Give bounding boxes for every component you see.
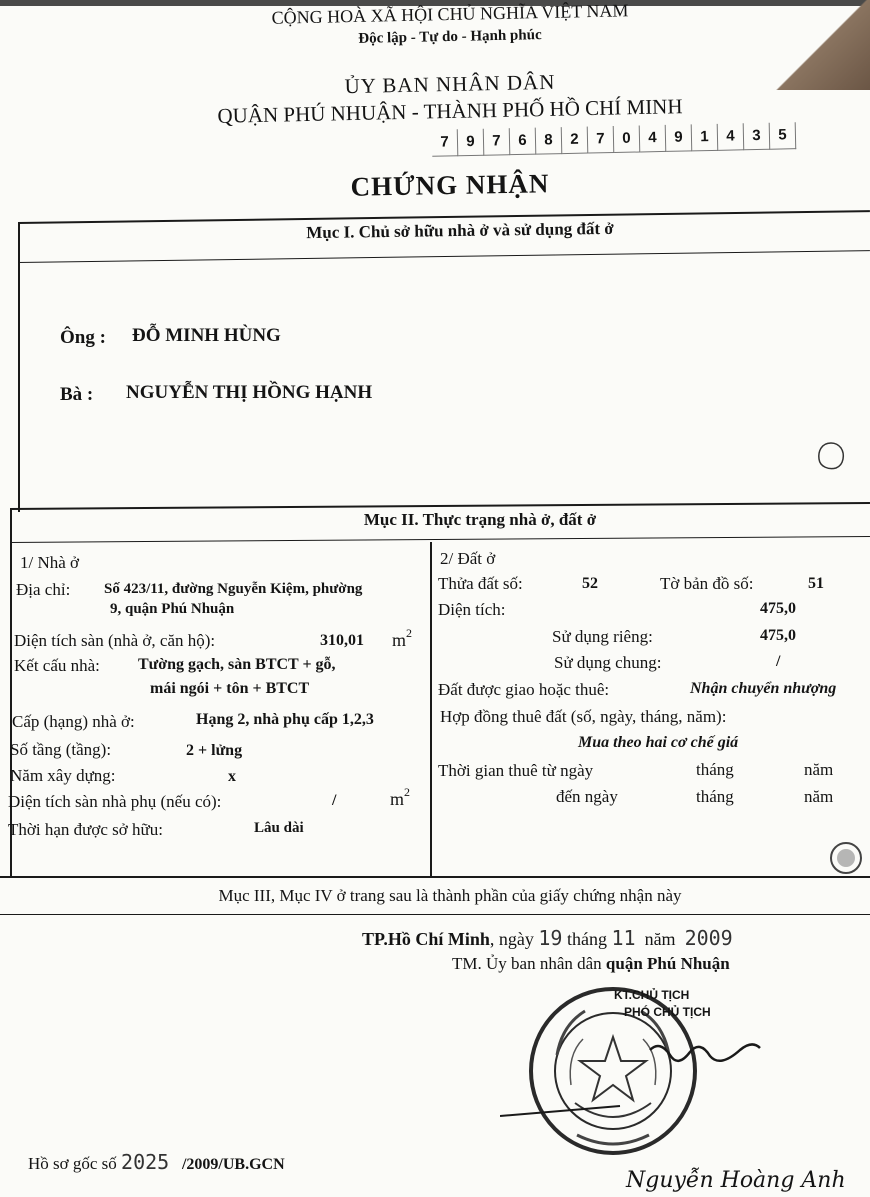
coowner-label: Bà : (60, 384, 94, 405)
serial-digit: 7 (588, 126, 615, 154)
serial-number-boxes (432, 122, 796, 157)
serial-digit: 6 (510, 128, 537, 156)
section1-title-border (18, 250, 870, 263)
section2-top-border (10, 502, 870, 510)
lease-contract-value: Mua theo hai cơ chế giá (578, 734, 739, 751)
ownership-term-label: Thời hạn được sở hữu: (8, 820, 163, 839)
continuation-note: Mục III, Mục IV ở trang sau là thành phần của giấy chứng nhận này (218, 886, 682, 905)
serial-digit: 4 (640, 125, 667, 153)
unit-sup: 2 (406, 626, 413, 640)
footer-divider (0, 914, 870, 915)
signer-title-2: PHÓ CHỦ TỊCH (624, 1005, 711, 1019)
house-heading: 1/ Nhà ở (20, 553, 80, 572)
serial-digit: 8 (536, 127, 563, 155)
serial-digit: 1 (692, 124, 719, 152)
archive-number: 2025 (121, 1150, 170, 1174)
signer-title-1: KT.CHỦ TỊCH (614, 988, 690, 1002)
serial-digit: 9 (666, 124, 693, 152)
section2-middle-divider (430, 542, 432, 878)
private-use-label: Sử dụng riêng: (552, 627, 653, 646)
lease-from-month: tháng (696, 760, 734, 779)
archive-label: Hồ sơ gốc số (28, 1154, 117, 1173)
section2-title-border (10, 536, 870, 543)
owner-label: Ông : (60, 327, 106, 348)
signing-place: TP.Hồ Chí Minh (362, 929, 490, 949)
document-title: CHỨNG NHẬN (350, 168, 550, 202)
on-behalf-district: quận Phú Nhuận (605, 954, 730, 973)
serial-digit: 4 (718, 123, 745, 151)
unit-sup: 2 (404, 785, 411, 799)
unit-text: m (392, 630, 407, 650)
map-sheet-value: 51 (808, 575, 824, 592)
parcel-value: 52 (582, 575, 598, 592)
serial-digit: 5 (770, 122, 797, 150)
shared-use-value: / (776, 653, 781, 670)
lease-contract-label: Hợp đồng thuê đất (số, ngày, tháng, năm): (440, 707, 727, 726)
on-behalf-line (452, 954, 730, 974)
section1-title: Mục I. Chủ sở hữu nhà ở và sử dụng đất ở (306, 218, 614, 243)
address-line1: Số 423/11, đường Nguyễn Kiệm, phường (104, 581, 363, 597)
address-line2: 9, quận Phú Nhuận (110, 601, 235, 617)
floor-area-unit (392, 626, 413, 651)
lease-from-label: Thời gian thuê từ ngày (438, 761, 594, 780)
date-month: 11 (611, 926, 636, 950)
date-prefix: , ngày (489, 929, 534, 949)
floor-area-value: 310,01 (320, 632, 364, 649)
coowner-name: NGUYỄN THỊ HỒNG HẠNH (126, 382, 373, 403)
shared-use-label: Sử dụng chung: (554, 653, 662, 672)
serial-digit: 7 (484, 128, 511, 156)
country-name: CỘNG HOÀ XÃ HỘI CHỦ NGHĨA VIỆT NAM (271, 0, 629, 28)
date-year: 2009 (684, 926, 733, 950)
floor-area-label: Diện tích sàn (nhà ở, căn hộ): (14, 631, 216, 650)
grade-label: Cấp (hạng) nhà ở: (12, 712, 135, 731)
structure-label: Kết cấu nhà: (14, 656, 100, 675)
lease-to-month: tháng (696, 787, 734, 806)
committee-name: ỦY BAN NHÂN DÂN (344, 69, 556, 99)
allocation-label: Đất được giao hoặc thuê: (438, 680, 610, 699)
map-sheet-label: Tờ bản đồ số: (660, 574, 754, 593)
year-built-label: Năm xây dựng: (10, 766, 116, 785)
lease-to-year: năm (804, 787, 834, 806)
small-seal-icon (828, 840, 864, 876)
section1-left-border (18, 222, 20, 512)
section2-title: Mục II. Thực trạng nhà ở, đất ở (363, 510, 597, 529)
date-month-label: tháng (566, 929, 607, 949)
aux-area-unit (390, 785, 411, 810)
archive-reference (28, 1150, 285, 1174)
aux-area-value: / (332, 792, 337, 809)
year-built-value: x (228, 768, 236, 785)
aux-area-label: Diện tích sàn nhà phụ (nếu có): (8, 792, 222, 811)
unit-text: m (390, 789, 405, 809)
circle-mark-icon (815, 440, 847, 472)
signer-name: Nguyễn Hoàng Anh (626, 1168, 846, 1193)
address-label: Địa chỉ: (16, 580, 71, 599)
section2-bottom-border (0, 876, 870, 878)
land-area-value: 475,0 (760, 600, 796, 617)
land-area-label: Diện tích: (438, 600, 506, 619)
archive-suffix: /2009/UB.GCN (181, 1156, 285, 1173)
owner-name: ĐỖ MINH HÙNG (132, 325, 281, 346)
parcel-label: Thửa đất số: (438, 574, 523, 593)
floors-value: 2 + lửng (186, 742, 243, 759)
ownership-term-value: Lâu dài (254, 820, 304, 836)
floors-label: Số tầng (tầng): (10, 740, 112, 759)
allocation-value: Nhận chuyển nhượng (690, 680, 837, 697)
district-name: QUẬN PHÚ NHUẬN - THÀNH PHỐ HỒ CHÍ MINH (217, 94, 683, 128)
serial-digit: 7 (432, 129, 459, 157)
date-year-label: năm (644, 929, 676, 949)
signature-scribble (500, 1020, 800, 1140)
grade-value: Hạng 2, nhà phụ cấp 1,2,3 (196, 711, 374, 728)
national-motto: Độc lập - Tự do - Hạnh phúc (358, 27, 542, 47)
on-behalf-text: TM. Ủy ban nhân dân (452, 954, 602, 973)
serial-digit: 9 (458, 129, 485, 157)
page-fold-corner (750, 0, 870, 90)
signing-date (362, 926, 733, 950)
serial-digit: 3 (744, 123, 771, 151)
structure-line2: mái ngói + tôn + BTCT (150, 680, 310, 697)
private-use-value: 475,0 (760, 627, 796, 644)
structure-line1: Tường gạch, sàn BTCT + gỗ, (138, 656, 336, 673)
serial-digit: 0 (614, 125, 641, 153)
date-day: 19 (538, 926, 563, 950)
land-heading: 2/ Đất ở (440, 549, 496, 568)
serial-digit: 2 (562, 127, 589, 155)
lease-to-label: đến ngày (556, 787, 618, 806)
lease-from-year: năm (804, 760, 834, 779)
